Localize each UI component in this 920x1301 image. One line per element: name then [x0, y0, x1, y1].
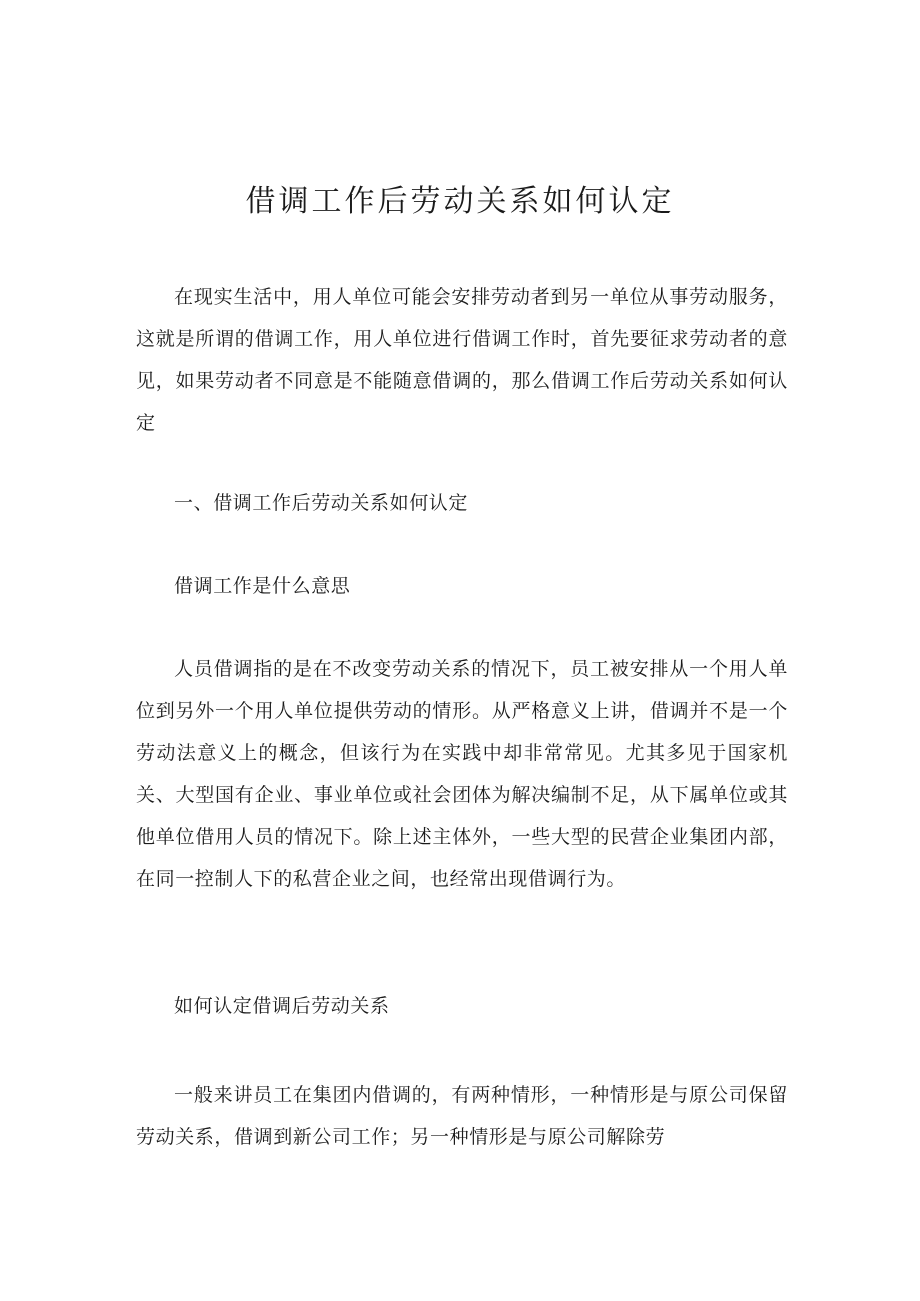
meaning-paragraph: 人员借调指的是在不改变劳动关系的情况下，员工被安排从一个用人单位到另外一个用人单位提供劳动的情形。从严格意义上讲，借调并不是一个劳动法意义上的概念，但该行为在实践中却非常常见。尤其多见于国家机关、大型国有企业、事业单位或社会团体为解决编制不足，从下属单位或其他单位借用人员的情况下。除上述主体外，一些大型的民营企业集团内部，在同一控制人下的私营企业之间，也经常出现借调行为。 [136, 658, 788, 890]
intro-paragraph: 在现实生活中，用人单位可能会安排劳动者到另一单位从事劳动服务，这就是所谓的借调工作，用人单位进行借调工作时，首先要征求劳动者的意见，如果劳动者不同意是不能随意借调的，那么借调工作后劳动关系如何认定 [136, 286, 788, 434]
section-heading-1: 一、借调工作后劳动关系如何认定 [174, 492, 469, 514]
document-title: 借调工作后劳动关系如何认定 [245, 184, 675, 219]
subheading-meaning: 借调工作是什么意思 [174, 575, 351, 597]
recognition-paragraph: 一般来讲员工在集团内借调的，有两种情形，一种情形是与原公司保留劳动关系，借调到新公司工作；另一种情形是与原公司解除劳 [136, 1084, 788, 1148]
subheading-recognition: 如何认定借调后劳动关系 [174, 995, 390, 1017]
